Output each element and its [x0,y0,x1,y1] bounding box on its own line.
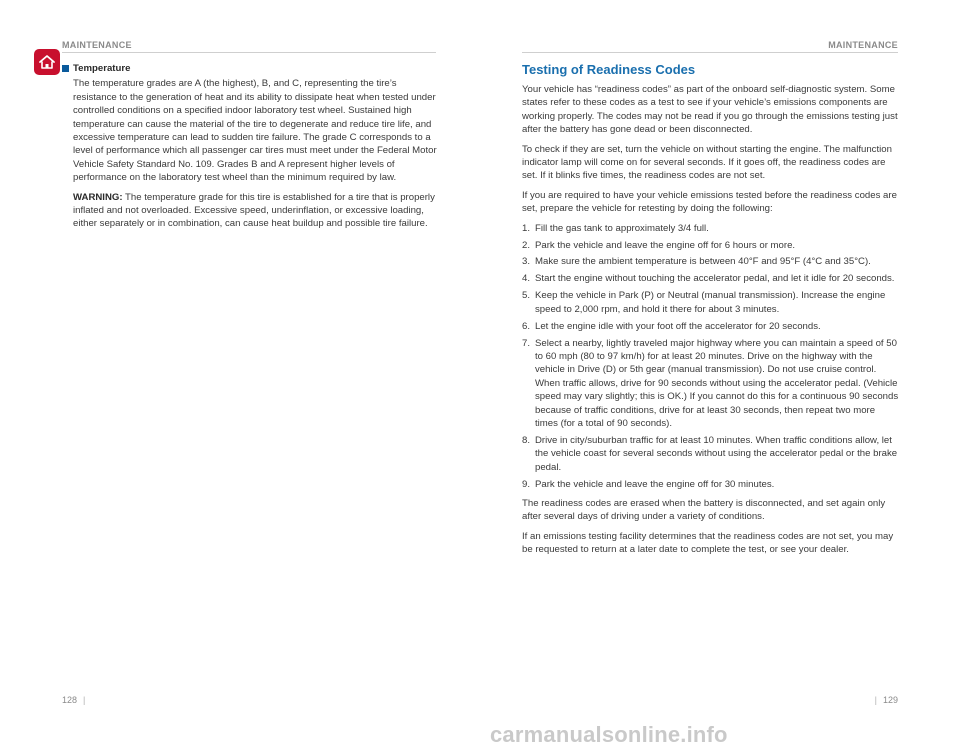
outro-paragraph: If an emissions testing facility determines that the readiness codes are not set, you may be requested to return at a later date to complete the test, or see your dealer. [522,530,894,556]
step-number: 7. [522,337,531,349]
subheading-label: Temperature [73,63,131,74]
step-number: 5. [522,290,531,302]
home-button[interactable] [34,49,60,75]
warning-label: WARNING: [73,191,123,203]
step-text: Let the engine idle with your foot off the accelerator for 20 seconds. [535,320,821,332]
list-item [522,289,900,316]
list-item [522,272,900,285]
steps-list [522,222,900,491]
temperature-section [62,62,440,237]
right-page [480,0,960,750]
step-text: Fill the gas tank to approximately 3/4 full. [535,222,709,234]
watermark: carmanualsonline.info [490,722,728,747]
list-item [522,478,900,491]
intro-paragraph: Your vehicle has “readiness codes” as part of the onboard self-diagnostic system. Some states refer to these codes as a test to see if your vehicle’s emissions components are working properly. The codes may not be read if you go through the emissions testing just after the battery has gone dead or been disconnected. [522,84,898,136]
list-item [522,320,900,333]
intro-paragraph: To check if they are set, turn the vehicle on without starting the engine. The malfunction indicator lamp will come on for several seconds. If it goes off, the readiness codes are set. If it blinks five times, the readiness codes are not set. [522,143,892,182]
step-text: Keep the vehicle in Park (P) or Neutral (manual transmission). Increase the engine speed to 2,000 rpm, and hold it there for about 3 minutes. [535,290,886,315]
temperature-paragraph: The temperature grades are A (the highest), B, and C, representing the tire’s resistance to the generation of heat and its ability to dissipate heat when tested under controlled conditions on a specified indoor laboratory test wheel. Sustained high temperature can cause the material of the tire to degenerate and reduce tire life, and excessive temperature can lead to sudden tire failure. The grade C corresponds to a level of performance which all passenger car tires must meet under the Federal Motor Vehicle Safety Standard No. 109. Grades B and A represent higher levels of performance on the laboratory test wheel than the minimum required by law. [73,78,437,184]
warning-text: The temperature grade for this tire is established for a tire that is properly inflated and not overloaded. Excessive speed, underinflation, or excessive loading, either separately or in combination, can cause heat buildup and possible tire failure. [73,191,435,230]
section-title: Testing of Readiness Codes [522,62,696,77]
step-number: 6. [522,320,531,332]
temperature-subheading [62,62,440,75]
readiness-codes-section [522,62,900,563]
step-number: 2. [522,239,531,251]
step-number: 4. [522,273,531,285]
home-icon [38,53,56,71]
step-text: Park the vehicle and leave the engine off for 6 hours or more. [535,239,796,251]
section-header: MAINTENANCE [62,40,132,50]
list-item [522,434,900,474]
intro-paragraph: If you are required to have your vehicle emissions tested before the readiness codes are set, prepare the vehicle for retesting by doing the following: [522,189,897,215]
step-number: 3. [522,256,531,268]
list-item [522,222,900,235]
list-item [522,239,900,252]
step-text: Make sure the ambient temperature is between 40°F and 95°F (4°C and 35°C). [535,256,871,268]
header-rule [522,52,898,53]
outro-paragraph: The readiness codes are erased when the battery is disconnected, and set again only after several days of driving under a variety of conditions. [522,497,886,523]
step-number: 1. [522,222,531,234]
step-text: Start the engine without touching the accelerator pedal, and let it idle for 20 seconds. [535,273,895,285]
step-number: 9. [522,478,531,490]
page-separator: | [874,695,877,705]
page-number-right [869,695,898,705]
step-text: Park the vehicle and leave the engine off for 30 minutes. [535,478,775,490]
page-number-value: 129 [882,695,898,705]
list-item [522,255,900,268]
page-separator: | [83,695,86,705]
header-rule [62,52,436,53]
step-text: Drive in city/suburban traffic for at least 10 minutes. When traffic conditions allow, let the vehicle coast for several seconds without using the accelerator pedal or the brake pedal. [535,434,898,473]
page-number-value: 128 [62,695,78,705]
step-number: 8. [522,434,531,446]
step-text: Select a nearby, lightly traveled major highway where you can maintain a speed of 50 to 60 mph (80 to 97 km/h) for at least 20 minutes. Drive on the highway with the vehicle in Drive (D) or 5th gear (manual transmission). Do not use cruise control. When traffic allows, drive for 90 seconds without using the accelerator pedal. (Vehicle speed may vary slightly; this is OK.) If you cannot do this for a continuous 90 seconds because of traffic conditions, drive for at least 30 seconds, then repeat two more times (for a total of 90 seconds). [535,337,899,429]
warning-paragraph [73,191,440,231]
page-number-left [62,695,91,705]
list-item [522,337,900,431]
square-bullet-icon [62,65,69,72]
section-header: MAINTENANCE [828,40,898,50]
